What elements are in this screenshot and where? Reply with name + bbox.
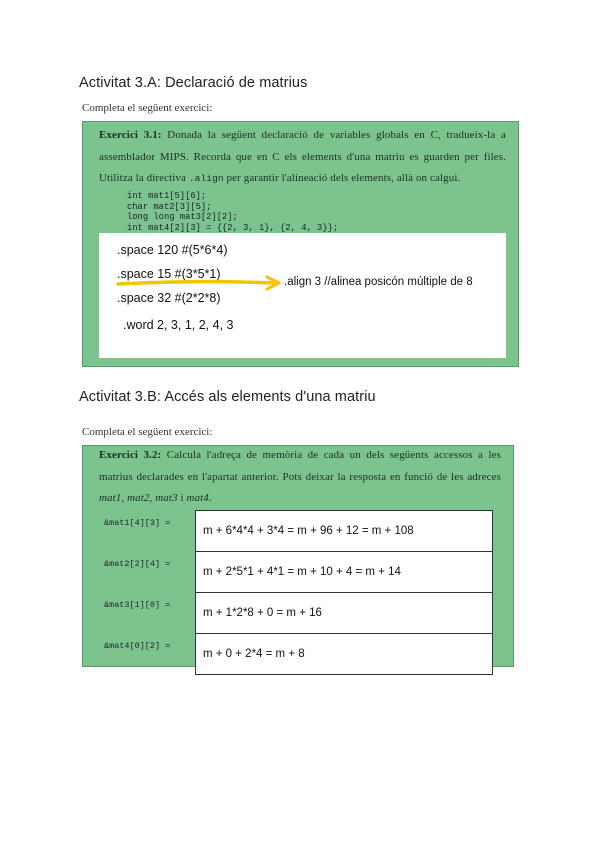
- exercise-3-1-text-1: Donada la següent declaració de variables globals en C, tradueix-la a assemblador MIPS. Recorda que en C els elements d'una matriu es guarden per files. Utilitza la directiva: [99, 129, 506, 184]
- section-a-title: Activitat 3.A: Declaració de matrius: [79, 75, 308, 91]
- exercise-3-2-box: [82, 445, 514, 667]
- code-line: long long mat3[2][2];: [127, 212, 238, 222]
- exercise-3-2-text: Calcula l'adreça de memòria de cada un dels següents accessos a les matrius declarades en l'apartat anterior. Pots deixar la resposta en funció de les adreces: [99, 449, 501, 483]
- table-row: [99, 552, 493, 593]
- code-line: int mat1[5][6];: [127, 191, 207, 201]
- exercise-3-1-box: [82, 121, 519, 367]
- address-answer: m + 1*2*8 + 0 = m + 16: [196, 593, 493, 634]
- code-line: char mat2[3][5];: [127, 201, 212, 212]
- conjunction: i: [177, 492, 187, 504]
- highlight-arrow-icon: [115, 275, 285, 295]
- address-expression: &mat4[0][2] =: [104, 640, 171, 651]
- exercise-3-1-text-2: per garantir l'alineació dels elements, allà on calgui.: [223, 172, 461, 184]
- address-answer: m + 0 + 2*4 = m + 8: [196, 634, 493, 675]
- code-line: int mat4[2][3] = {{2, 3, 1}, {2, 4, 3}};: [127, 222, 339, 233]
- answer-line-3: .space 32 #(2*2*8): [117, 291, 221, 305]
- answer-line-4: .word 2, 3, 1, 2, 4, 3: [123, 318, 234, 332]
- matrix-name-last: mat4: [186, 492, 209, 504]
- table-row: [99, 593, 493, 634]
- table-row: [99, 634, 493, 675]
- address-expression: &mat3[1][0] =: [104, 599, 171, 610]
- c-declarations-code: [127, 191, 338, 233]
- table-row: [99, 511, 493, 552]
- matrix-names: mat1, mat2, mat3: [99, 492, 178, 504]
- section-b-intro: Completa el següent exercici:: [82, 426, 213, 438]
- align-directive: .align: [188, 173, 224, 184]
- address-expression: &mat1[4][3] =: [104, 517, 171, 528]
- exercise-3-1-label: Exercici 3.1:: [99, 129, 162, 141]
- address-expression: &mat2[2][4] =: [104, 558, 171, 569]
- answer-line-1: .space 120 #(5*6*4): [117, 243, 228, 257]
- section-b-title: Activitat 3.B: Accés als elements d'una matriu: [79, 389, 376, 405]
- answer-line-2: .space 15 #(3*5*1): [117, 267, 221, 281]
- exercise-3-2-label: Exercici 3.2:: [99, 449, 162, 461]
- align-note: .align 3 //alinea posicón múltiple de 8: [284, 276, 473, 288]
- address-answer: m + 6*4*4 + 3*4 = m + 96 + 12 = m + 108: [196, 511, 493, 552]
- address-table: [99, 510, 493, 675]
- exercise-3-1-statement: [99, 125, 506, 190]
- address-answer: m + 2*5*1 + 4*1 = m + 10 + 4 = m + 14: [196, 552, 493, 593]
- period: .: [208, 492, 212, 504]
- section-a-intro: Completa el següent exercici:: [82, 102, 213, 114]
- answer-box: [99, 233, 506, 358]
- exercise-3-2-statement: [99, 445, 501, 510]
